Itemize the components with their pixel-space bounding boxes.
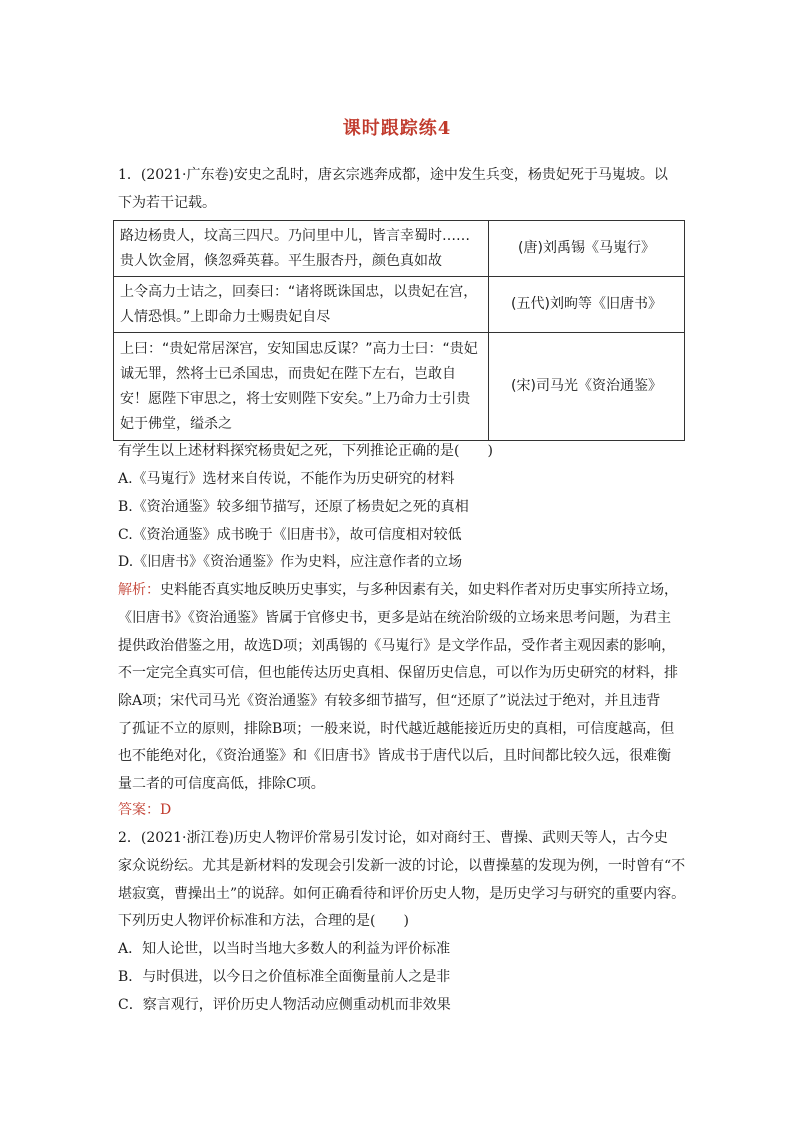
q1-analysis-line-6: 了孤证不立的原则，排除B项；一般来说，时代越近越能接近历史的真相，可信度越高，但 xyxy=(118,721,675,737)
page-title: 课时跟踪练4 xyxy=(342,118,452,139)
table-cell-source: (五代)刘昫等《旧唐书》 xyxy=(489,277,685,333)
table-cell-text: 路边杨贵人，坟高三四尺。乃问里中儿，皆言幸蜀时……贵人饮金屑，倏忽舜英暮。平生服杏丹，颜色真如故 xyxy=(114,221,489,277)
q1-answer xyxy=(118,801,688,819)
q1-stem-line-2: 下为若干记载。 xyxy=(118,195,216,211)
q1-option-d: D.《旧唐书》《资治通鉴》作为史料，应注意作者的立场 xyxy=(118,554,463,570)
analysis-label: 解析： xyxy=(118,582,160,598)
q1-analysis-line-2: 《旧唐书》《资治通鉴》皆属于官修史书，更多是站在统治阶级的立场来思考问题，为君主 xyxy=(118,610,671,626)
q1-option-b: B.《资治通鉴》较多细节描写，还原了杨贵妃之死的真相 xyxy=(118,499,469,515)
q1-option-c: C.《资治通鉴》成书晚于《旧唐书》，故可信度相对较低 xyxy=(118,527,462,543)
analysis-text: 史料能否真实地反映历史事实，与多种因素有关，如史料作者对历史事实所持立场， xyxy=(160,582,678,598)
q2-stem-line-1: 2．(2021·浙江卷)历史人物评价常易引发讨论，如对商纣王、曹操、武则天等人，古今史 xyxy=(118,830,668,846)
q1-analysis-line-1 xyxy=(118,581,688,599)
q1-stem-line-1: 1．(2021·广东卷)安史之乱时，唐玄宗逃奔成都，途中发生兵变，杨贵妃死于马嵬坡。以 xyxy=(118,167,668,183)
table-row xyxy=(114,333,685,441)
q1-analysis-line-8: 量二者的可信度高低，排除C项。 xyxy=(118,776,325,792)
q2-stem-line-2: 家众说纷纭。尤其是新材料的发现会引发新一波的讨论，以曹操墓的发现为例，一时曾有“不 xyxy=(118,858,686,874)
table-row xyxy=(114,277,685,333)
answer-value: D xyxy=(160,802,172,818)
answer-label: 答案： xyxy=(118,802,160,818)
q2-option-b: B．与时俱进，以今日之价值标准全面衡量前人之是非 xyxy=(118,969,451,985)
q1-question: 有学生以上述材料探究杨贵妃之死，下列推论正确的是( ) xyxy=(118,443,493,459)
q2-stem-line-4: 下列历史人物评价标准和方法，合理的是( ) xyxy=(118,913,409,929)
q1-analysis-line-7: 也不能绝对化，《资治通鉴》和《旧唐书》皆成书于唐代以后，且时间都比较久远，很难衡 xyxy=(118,748,671,764)
table-cell-source: (宋)司马光《资治通鉴》 xyxy=(489,333,685,441)
table-row xyxy=(114,221,685,277)
q1-option-a: A.《马嵬行》选材来自传说，不能作为历史研究的材料 xyxy=(118,471,455,487)
q1-analysis-line-5: 除A项；宋代司马光《资治通鉴》有较多细节描写，但“还原了”说法过于绝对，并且违背 xyxy=(118,693,661,709)
table-cell-text: 上令高力士诘之，回奏曰：“诸将既诛国忠，以贵妃在宫，人情恐惧。”上即命力士赐贵妃自尽 xyxy=(114,277,489,333)
q2-option-a: A．知人论世，以当时当地大多数人的利益为评价标准 xyxy=(118,941,451,957)
q2-option-c: C．察言观行，评价历史人物活动应侧重动机而非效果 xyxy=(118,997,451,1013)
table-cell-source: (唐)刘禹锡《马嵬行》 xyxy=(489,221,685,277)
q1-analysis-line-3: 提供政治借鉴之用，故选D项；刘禹锡的《马嵬行》是文学作品，受作者主观因素的影响， xyxy=(118,638,676,654)
material-table xyxy=(113,220,685,441)
table-cell-text: 上曰：“贵妃常居深宫，安知国忠反谋？”高力士曰：“贵妃诚无罪，然将士已杀国忠，而贵妃在陛下左右，岂敢自安！愿陛下审思之，将士安则陛下安矣。”上乃命力士引贵妃于佛堂，缢杀之 xyxy=(114,333,489,441)
q2-stem-line-3: 堪寂寞，曹操出土”的说辞。如何正确看待和评价历史人物，是历史学习与研究的重要内容。 xyxy=(118,886,686,902)
q1-analysis-line-4: 不一定完全真实可信，但也能传达历史真相、保留历史信息，可以作为历史研究的材料，排 xyxy=(118,665,678,681)
